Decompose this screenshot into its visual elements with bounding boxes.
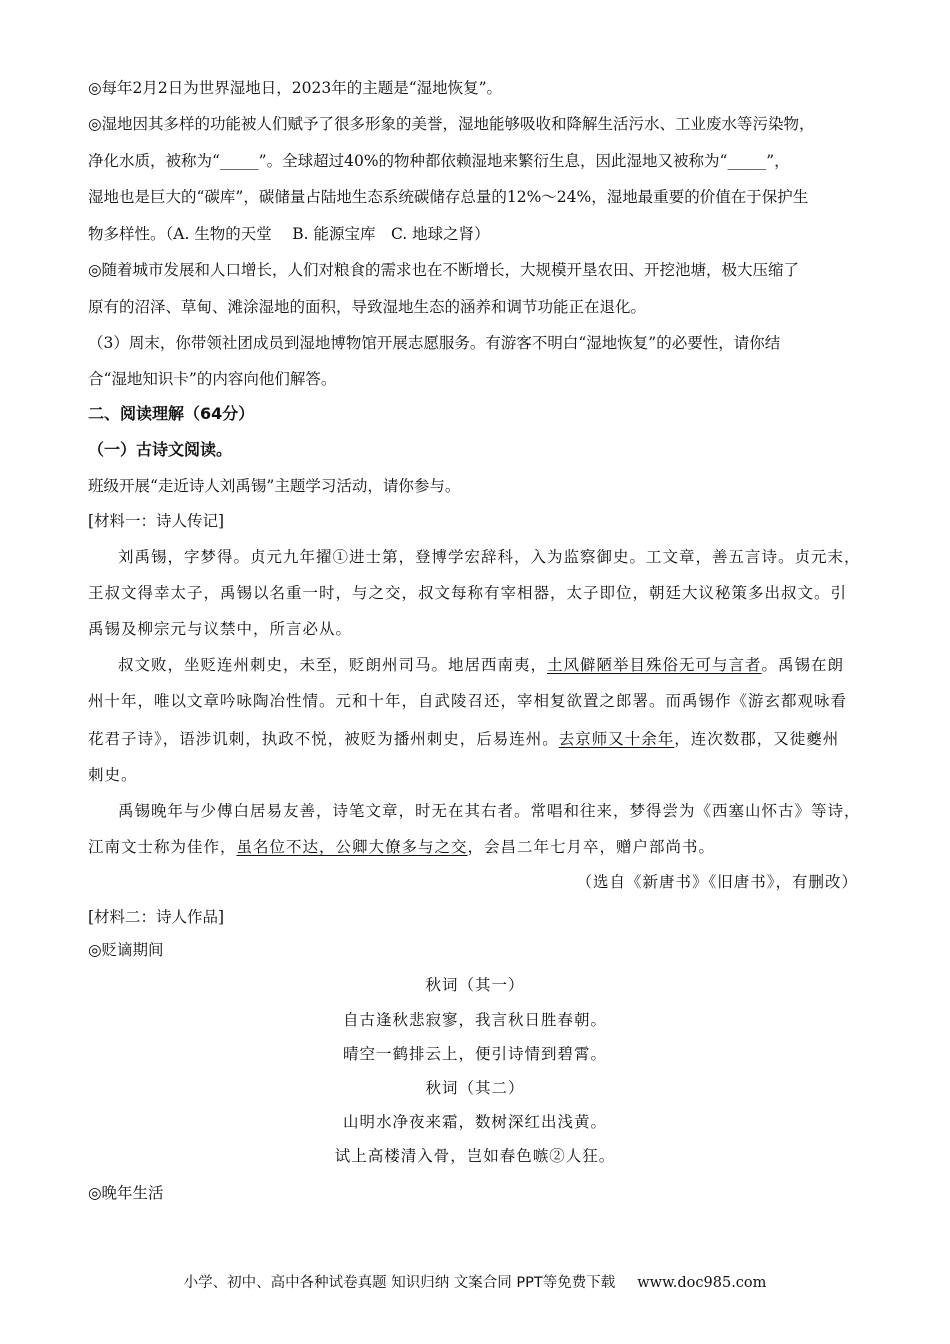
poem-2-line-2: 试上高楼清入骨，岂如春色嗾②人狂。 (334, 1147, 616, 1165)
bio-text: 叔文败，坐贬连州刺史，未至，贬朗州司马。地居西南夷， (118, 656, 548, 674)
wetland-line-1: ◎每年2月2日为世界湿地日，2023年的主题是“湿地恢复”。 (88, 79, 503, 97)
bio-text: 花君子诗》，语涉讥刺，执政不悦，被贬为播州刺史，后易连州。 (88, 730, 559, 748)
poem-2-line-1: 山明水净夜来霜，数树深红出浅黄。 (342, 1113, 607, 1131)
wetland-line-7: 原有的沼泽、草甸、滩涂湿地的面积，导致湿地生态的涵养和调节功能正在退化。 (88, 298, 647, 316)
bio-text: ，会昌二年七月卒，赠户部尚书。 (467, 838, 716, 856)
wetland-line-3: 净化水质，被称为“_____”。全球超过40%的物种都依赖湿地来繁衍生息，因此湿地又被称为“_____”， (88, 152, 790, 170)
period-exile-label: ◎贬谪期间 (88, 941, 164, 959)
wetland-line-5: 物多样性。（A. 生物的天堂 B. 能源宝库 C. 地球之肾） (88, 225, 490, 243)
bio-p3-line-2 (88, 837, 868, 857)
footer-url[interactable]: www.doc985.com (637, 1275, 767, 1291)
underlined-sentence-3: 虽名位不达，公卿大僚多与之交 (236, 838, 468, 856)
poem-2-title: 秋词（其二） (425, 1079, 525, 1097)
underlined-sentence-1: 土风僻陋举目殊俗无可与言者 (547, 656, 762, 674)
material-2-label: [材料二：诗人作品] (88, 908, 225, 926)
activity-intro: 班级开展“走近诗人刘禹锡”主题学习活动，请你参与。 (88, 477, 461, 495)
bio-text: 。禹锡在朗 (761, 656, 845, 674)
bio-text: ，连次数郡，又徙夔州 (674, 730, 840, 748)
bio-p2-line-1 (118, 655, 898, 675)
wetland-line-4: 湿地也是巨大的“碳库”，碳储量占陆地生态系统碳储存总量的12%～24%，湿地最重要的价值在于保护生 (88, 188, 809, 206)
bio-p2-line-2: 州十年，唯以文章吟咏陶冶性情。元和十年，自武陵召还，宰相复欲置之郎署。而禹锡作《游玄都观咏看 (88, 692, 848, 710)
bio-source: （选自《新唐书》《旧唐书》，有删改） (576, 873, 858, 891)
subsection-heading: （一）古诗文阅读。 (88, 440, 233, 459)
poem-1-line-2: 晴空一鹤排云上，便引诗情到碧霄。 (342, 1045, 607, 1063)
bio-p1-line-2: 王叔文得幸太子，禹锡以名重一时，与之交，叔文每称有宰相器，太子即位，朝廷大议秘策多出叔文。引 (88, 584, 848, 602)
section-heading: 二、阅读理解（64分） (88, 404, 255, 423)
bio-text: 江南文士称为佳作， (88, 838, 237, 856)
wetland-line-2: ◎湿地因其多样的功能被人们赋予了很多形象的美誉，湿地能够吸收和降解生活污水、工业废水等污染物， (88, 115, 815, 133)
poem-1-line-1: 自古逢秋悲寂寥，我言秋日胜春朝。 (342, 1011, 607, 1029)
page-footer (0, 1271, 950, 1292)
underlined-sentence-2: 去京师又十余年 (558, 730, 675, 748)
question-3-line-2: 合“湿地知识卡”的内容向他们解答。 (88, 370, 337, 388)
bio-p2-line-4: 刺史。 (88, 766, 138, 784)
bio-p1-line-3: 禹锡及柳宗元与议禁中，所言必从。 (88, 620, 353, 638)
material-1-label: [材料一：诗人传记] (88, 512, 225, 530)
bio-p3-line-1: 禹锡晚年与少傅白居易友善，诗笔文章，时无在其右者。常唱和往来，梦得尝为《西塞山怀古》等诗， (118, 802, 861, 820)
wetland-line-6: ◎随着城市发展和人口增长，人们对粮食的需求也在不断增长，大规模开垦农田、开挖池塘，极大压缩了 (88, 261, 800, 279)
bio-p1-line-1: 刘禹锡，字梦得。贞元九年擢①进士第，登博学宏辞科，入为监察御史。工文章，善五言诗。贞元末， (118, 548, 861, 566)
poem-1-title: 秋词（其一） (425, 976, 525, 994)
bio-p2-line-3 (88, 729, 868, 749)
footer-text: 小学、初中、高中各种试卷真题 知识归纳 文案合同 PPT等免费下载 (183, 1275, 616, 1291)
period-late-life-label: ◎晚年生活 (88, 1184, 164, 1202)
question-3-line-1: （3）周末，你带领社团成员到湿地博物馆开展志愿服务。有游客不明白“湿地恢复”的必要性，请你结 (88, 334, 781, 352)
